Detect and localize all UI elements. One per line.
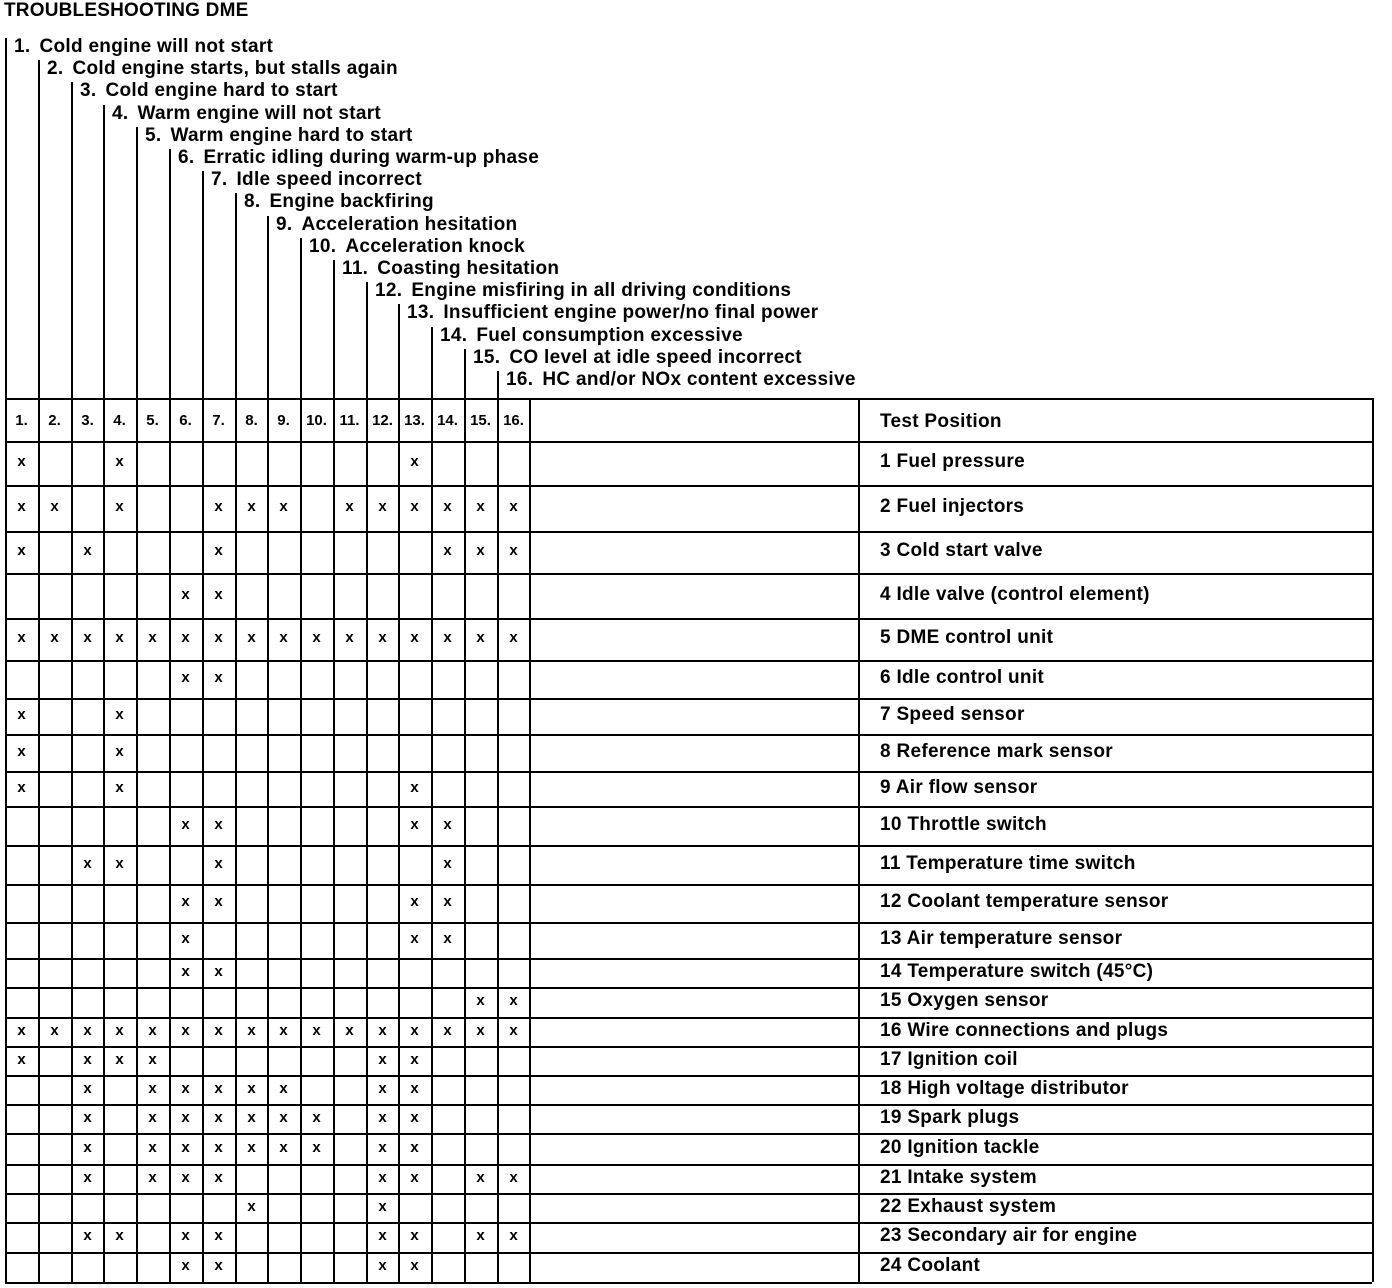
legend-item-text: Cold engine will not start: [39, 36, 274, 57]
test-position-label: 15 Oxygen sensor: [880, 990, 1049, 1011]
check-mark: x: [83, 542, 92, 559]
check-mark: x: [115, 1021, 124, 1039]
column-header: 9.: [277, 412, 290, 429]
check-mark: x: [115, 453, 124, 470]
check-mark: x: [410, 498, 419, 515]
test-position-label: 11 Temperature time switch: [880, 852, 1136, 874]
legend-item-number: 5.: [145, 124, 162, 146]
check-mark: x: [312, 1138, 321, 1156]
check-mark: x: [214, 1021, 223, 1039]
check-mark: x: [410, 1168, 419, 1186]
check-mark: x: [148, 1138, 157, 1156]
test-position-label: 21 Intake system: [880, 1166, 1037, 1188]
check-mark: x: [181, 585, 190, 603]
column-header: 10.: [306, 412, 327, 429]
check-mark: x: [476, 1227, 485, 1244]
check-mark: x: [50, 498, 59, 515]
check-mark: x: [181, 893, 190, 910]
check-mark: x: [214, 962, 223, 980]
check-mark: x: [279, 498, 288, 515]
test-position-label: 19 Spark plugs: [880, 1106, 1020, 1128]
check-mark: x: [378, 1050, 387, 1068]
check-mark: x: [181, 1257, 190, 1274]
check-mark: x: [214, 585, 223, 603]
check-mark: x: [214, 542, 223, 559]
check-mark: x: [115, 1050, 124, 1068]
legend-item-number: 10.: [309, 235, 337, 257]
row-divider: [5, 1222, 1372, 1224]
table-right-border: [1372, 398, 1374, 1282]
test-position-label: 13 Air temperature sensor: [880, 928, 1123, 949]
check-mark: x: [83, 1021, 92, 1039]
legend-item-number: 16.: [506, 369, 534, 390]
test-position-label: 18 High voltage distributor: [880, 1077, 1129, 1099]
row-divider: [5, 441, 1372, 443]
document-title: TROUBLESHOOTING DME: [4, 0, 249, 21]
check-mark: x: [181, 629, 190, 646]
check-mark: x: [115, 498, 124, 515]
row-divider: [5, 922, 1372, 924]
check-mark: x: [443, 854, 452, 872]
check-mark: x: [378, 1079, 387, 1097]
check-mark: x: [312, 629, 321, 646]
column-divider: [497, 398, 499, 1282]
row-divider: [5, 958, 1372, 960]
column-header: 5.: [146, 412, 159, 429]
column-header: 15.: [470, 412, 491, 429]
check-mark: x: [247, 629, 256, 646]
row-divider: [5, 618, 1372, 620]
legend-item-text: Engine backfiring: [269, 191, 434, 213]
check-mark: x: [247, 498, 256, 515]
legend-item-number: 1.: [14, 36, 31, 57]
check-mark: x: [115, 742, 124, 760]
row-divider: [5, 884, 1372, 886]
check-mark: x: [148, 1021, 157, 1039]
check-mark: x: [476, 1021, 485, 1039]
check-mark: x: [509, 542, 518, 559]
label-column-divider: [858, 398, 860, 1282]
check-mark: x: [17, 742, 26, 760]
column-header: 2.: [48, 412, 61, 429]
check-mark: x: [247, 1138, 256, 1156]
check-mark: x: [181, 1108, 190, 1126]
check-mark: x: [148, 1079, 157, 1097]
legend-item-number: 2.: [47, 58, 64, 80]
check-mark: x: [410, 1138, 419, 1156]
column-divider: [38, 398, 40, 1282]
column-header: 8.: [245, 412, 258, 429]
test-position-label: 22 Exhaust system: [880, 1195, 1057, 1217]
test-position-label: 3 Cold start valve: [880, 540, 1043, 561]
check-mark: x: [509, 1168, 518, 1186]
check-mark: x: [115, 778, 124, 796]
check-mark: x: [214, 1108, 223, 1126]
test-position-label: 24 Coolant: [880, 1255, 981, 1276]
legend-item-number: 13.: [407, 302, 435, 324]
check-mark: x: [410, 893, 419, 910]
check-mark: x: [83, 1108, 92, 1126]
check-mark: x: [17, 629, 26, 646]
row-divider: [5, 485, 1372, 487]
check-mark: x: [509, 992, 518, 1009]
check-mark: x: [83, 854, 92, 872]
legend-item-text: Idle speed incorrect: [236, 169, 422, 191]
check-mark: x: [17, 542, 26, 559]
legend-item-text: Warm engine will not start: [137, 102, 382, 124]
legend-item-text: Coasting hesitation: [377, 258, 560, 279]
check-mark: x: [214, 1257, 223, 1274]
check-mark: x: [410, 629, 419, 646]
check-mark: x: [279, 629, 288, 646]
legend-item-text: Insufficient engine power/no final power: [443, 302, 819, 324]
row-divider: [5, 1046, 1372, 1048]
check-mark: x: [476, 629, 485, 646]
check-mark: x: [148, 1050, 157, 1068]
check-mark: x: [214, 815, 223, 833]
check-mark: x: [410, 1021, 419, 1039]
legend-item-text: Acceleration hesitation: [301, 213, 518, 235]
check-mark: x: [247, 1079, 256, 1097]
check-mark: x: [509, 1227, 518, 1244]
check-mark: x: [214, 1227, 223, 1244]
row-divider: [5, 1104, 1372, 1106]
check-mark: x: [279, 1108, 288, 1126]
check-mark: x: [443, 629, 452, 646]
check-mark: x: [378, 498, 387, 515]
row-divider: [5, 1075, 1372, 1077]
check-mark: x: [181, 1227, 190, 1244]
column-divider: [333, 398, 335, 1282]
test-position-label: 1 Fuel pressure: [880, 451, 1025, 472]
check-mark: x: [181, 1021, 190, 1039]
row-divider: [5, 1133, 1372, 1135]
check-mark: x: [443, 815, 452, 833]
check-mark: x: [83, 1168, 92, 1186]
legend-item-number: 3.: [80, 80, 97, 102]
check-mark: x: [214, 498, 223, 515]
check-mark: x: [410, 1108, 419, 1126]
check-mark: x: [410, 930, 419, 947]
row-divider: [5, 1282, 1372, 1284]
check-mark: x: [378, 1108, 387, 1126]
column-header: 4.: [113, 412, 126, 429]
check-mark: x: [17, 778, 26, 796]
row-divider: [5, 531, 1372, 533]
check-mark: x: [214, 854, 223, 872]
legend-item-text: Cold engine hard to start: [105, 80, 338, 102]
column-header: 7.: [212, 412, 225, 429]
check-mark: x: [476, 542, 485, 559]
check-mark: x: [50, 629, 59, 646]
column-divider: [529, 398, 531, 1282]
column-header: 12.: [372, 412, 393, 429]
check-mark: x: [443, 930, 452, 947]
test-position-label: 17 Ignition coil: [880, 1048, 1018, 1070]
test-position-label: 7 Speed sensor: [880, 704, 1025, 725]
legend-item-number: 7.: [211, 169, 228, 191]
legend-item-text: Erratic idling during warm-up phase: [203, 147, 540, 168]
check-mark: x: [181, 669, 190, 686]
check-mark: x: [214, 1079, 223, 1097]
row-divider: [5, 734, 1372, 736]
test-position-label: 23 Secondary air for engine: [880, 1225, 1138, 1246]
check-mark: x: [181, 1079, 190, 1097]
check-mark: x: [279, 1079, 288, 1097]
check-mark: x: [214, 669, 223, 686]
test-position-label: 12 Coolant temperature sensor: [880, 891, 1169, 912]
check-mark: x: [148, 629, 157, 646]
check-mark: x: [443, 542, 452, 559]
check-mark: x: [443, 1021, 452, 1039]
check-mark: x: [214, 893, 223, 910]
check-mark: x: [247, 1197, 256, 1215]
check-mark: x: [17, 1050, 26, 1068]
row-divider: [5, 698, 1372, 700]
check-mark: x: [83, 1079, 92, 1097]
check-mark: x: [83, 629, 92, 646]
check-mark: x: [181, 962, 190, 980]
check-mark: x: [410, 1227, 419, 1244]
check-mark: x: [181, 1138, 190, 1156]
column-header: 3.: [81, 412, 94, 429]
test-position-header: Test Position: [880, 411, 1002, 432]
check-mark: x: [312, 1021, 321, 1039]
legend-item-number: 15.: [473, 346, 501, 368]
check-mark: x: [378, 1197, 387, 1215]
check-mark: x: [181, 930, 190, 947]
legend-item-number: 12.: [375, 280, 403, 302]
test-position-label: 4 Idle valve (control element): [880, 583, 1150, 605]
row-divider: [5, 845, 1372, 847]
legend-item-number: 8.: [244, 191, 261, 213]
check-mark: x: [115, 706, 124, 723]
check-mark: x: [17, 498, 26, 515]
check-mark: x: [443, 893, 452, 910]
column-header: 6.: [179, 412, 192, 429]
check-mark: x: [509, 498, 518, 515]
check-mark: x: [83, 1138, 92, 1156]
legend-item-text: Fuel consumption excessive: [476, 324, 743, 346]
check-mark: x: [378, 1021, 387, 1039]
check-mark: x: [410, 453, 419, 470]
row-divider: [5, 806, 1372, 808]
check-mark: x: [83, 1050, 92, 1068]
test-position-label: 5 DME control unit: [880, 627, 1054, 648]
column-header: 1.: [15, 412, 28, 429]
check-mark: x: [115, 629, 124, 646]
check-mark: x: [476, 992, 485, 1009]
test-position-label: 9 Air flow sensor: [880, 776, 1038, 798]
check-mark: x: [115, 854, 124, 872]
row-divider: [5, 1193, 1372, 1195]
row-divider: [5, 573, 1372, 575]
check-mark: x: [214, 1168, 223, 1186]
check-mark: x: [345, 629, 354, 646]
check-mark: x: [378, 1257, 387, 1274]
legend-item-text: CO level at idle speed incorrect: [509, 346, 802, 368]
check-mark: x: [378, 629, 387, 646]
check-mark: x: [148, 1168, 157, 1186]
check-mark: x: [410, 1257, 419, 1274]
check-mark: x: [17, 453, 26, 470]
legend-item-number: 6.: [178, 147, 195, 168]
check-mark: x: [50, 1021, 59, 1039]
test-position-label: 6 Idle control unit: [880, 667, 1045, 688]
test-position-label: 8 Reference mark sensor: [880, 740, 1113, 762]
column-divider: [431, 398, 433, 1282]
check-mark: x: [181, 1168, 190, 1186]
legend-item-text: Cold engine starts, but stalls again: [72, 58, 398, 80]
check-mark: x: [410, 778, 419, 796]
check-mark: x: [410, 1079, 419, 1097]
column-header: 14.: [437, 412, 458, 429]
legend-item-number: 11.: [342, 258, 369, 279]
check-mark: x: [247, 1021, 256, 1039]
row-divider: [5, 1252, 1372, 1254]
test-position-label: 14 Temperature switch (45°C): [880, 960, 1154, 982]
test-position-label: 16 Wire connections and plugs: [880, 1019, 1169, 1041]
check-mark: x: [17, 706, 26, 723]
test-position-label: 10 Throttle switch: [880, 813, 1047, 835]
check-mark: x: [181, 815, 190, 833]
check-mark: x: [279, 1021, 288, 1039]
legend-item-text: Engine misfiring in all driving conditions: [411, 280, 792, 302]
check-mark: x: [345, 1021, 354, 1039]
check-mark: x: [312, 1108, 321, 1126]
column-header: 13.: [404, 412, 425, 429]
check-mark: x: [378, 1227, 387, 1244]
check-mark: x: [247, 1108, 256, 1126]
check-mark: x: [378, 1138, 387, 1156]
check-mark: x: [443, 498, 452, 515]
check-mark: x: [345, 498, 354, 515]
check-mark: x: [476, 498, 485, 515]
check-mark: x: [410, 1050, 419, 1068]
column-divider: [5, 398, 7, 1282]
check-mark: x: [83, 1227, 92, 1244]
test-position-label: 20 Ignition tackle: [880, 1136, 1040, 1158]
legend-item-text: HC and/or NOx content excessive: [542, 369, 856, 390]
check-mark: x: [279, 1138, 288, 1156]
check-mark: x: [214, 1138, 223, 1156]
check-mark: x: [410, 815, 419, 833]
table-top-border: [5, 398, 1372, 400]
check-mark: x: [214, 629, 223, 646]
legend-item-text: Acceleration knock: [345, 235, 525, 257]
check-mark: x: [476, 1168, 485, 1186]
legend-item-text: Warm engine hard to start: [170, 124, 413, 146]
check-mark: x: [378, 1168, 387, 1186]
row-divider: [5, 1164, 1372, 1166]
legend-item-number: 4.: [112, 102, 129, 124]
row-divider: [5, 987, 1372, 989]
row-divider: [5, 660, 1372, 662]
check-mark: x: [509, 1021, 518, 1039]
row-divider: [5, 771, 1372, 773]
check-mark: x: [17, 1021, 26, 1039]
check-mark: x: [148, 1108, 157, 1126]
check-mark: x: [115, 1227, 124, 1244]
check-mark: x: [509, 629, 518, 646]
column-header: 11.: [339, 412, 360, 429]
column-header: 16.: [503, 412, 524, 429]
test-position-label: 2 Fuel injectors: [880, 496, 1025, 517]
legend-item-number: 14.: [440, 324, 468, 346]
column-divider: [464, 398, 466, 1282]
legend-item-number: 9.: [276, 213, 293, 235]
